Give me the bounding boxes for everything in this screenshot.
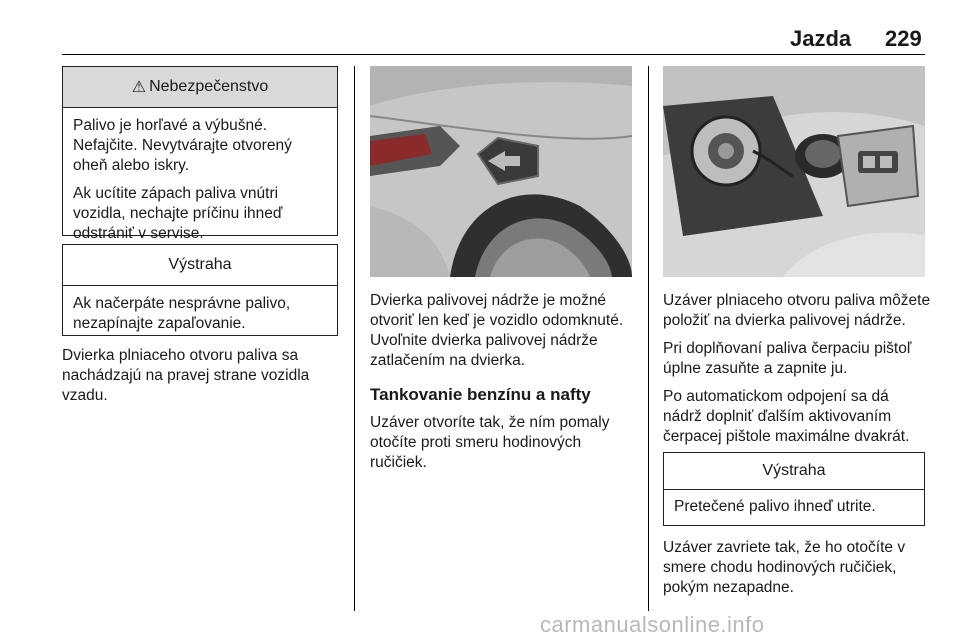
warning-box — [663, 452, 925, 526]
fuel-door-illustration — [370, 66, 632, 277]
danger-text: Ak ucítite zápach paliva vnútri vozidla, nechajte príčinu ihneď odstrániť v servise. — [73, 185, 283, 242]
header-rule — [62, 54, 925, 55]
section-heading: Tankovanie benzínu a nafty — [370, 385, 591, 404]
fuel-cap-illustration — [663, 66, 925, 277]
warning-box-heading: Výstraha — [664, 453, 924, 490]
body-paragraph: Uzáver plniaceho otvoru paliva môžete položiť na dvierka palivovej nádrže. — [663, 292, 931, 329]
body-paragraph: Po automatickom odpojení sa dá nádrž doplniť ďalším aktivovaním čerpacej pištole maximálne dvakrát. — [663, 388, 910, 445]
page-number: 229 — [885, 26, 922, 51]
warning-box-heading: Výstraha — [63, 245, 337, 286]
danger-text: Palivo je horľavé a výbušné. Nefajčite. Nevytvárajte otvorený oheň alebo iskry. — [73, 117, 292, 174]
body-paragraph: Dvierka palivovej nádrže je možné otvoriť len keď je vozidlo odomknuté. Uvoľnite dvierka palivovej nádrže zatlačením na dvierka. — [370, 292, 624, 369]
column-divider — [354, 66, 355, 611]
column-2-text — [370, 291, 638, 481]
running-header: Jazda — [790, 26, 852, 51]
danger-box — [62, 66, 338, 242]
danger-box-heading: ⚠ Nebezpečenstvo — [63, 67, 337, 108]
warning-text: Ak načerpáte nesprávne palivo, nezapínajte zapaľovanie. — [73, 295, 291, 332]
body-paragraph: Uzáver otvoríte tak, že ním pomaly otočíte proti smeru hodinových ručičiek. — [370, 414, 610, 471]
warning-text: Pretečené palivo ihneď utrite. — [674, 498, 876, 515]
warning-triangle-icon: ⚠ — [131, 79, 147, 96]
body-paragraph: Dvierka plniaceho otvoru paliva sa nachádzajú na pravej strane vozidla vzadu. — [62, 347, 310, 404]
column-divider — [648, 66, 649, 611]
watermark: carmanualsonline.info — [540, 612, 765, 637]
warning-box — [62, 244, 338, 336]
body-paragraph: Uzáver zavriete tak, že ho otočíte v smere chodu hodinových ručičiek, pokým nezapadne. — [663, 539, 906, 596]
column-3-text — [663, 291, 931, 455]
body-paragraph: Pri doplňovaní paliva čerpaciu pištoľ úplne zasuňte a zapnite ju. — [663, 340, 912, 377]
